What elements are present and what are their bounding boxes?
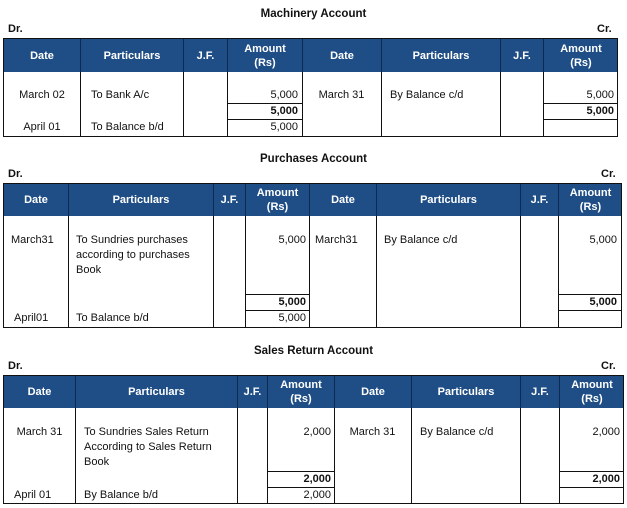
credit-label: Cr. xyxy=(601,360,616,372)
debit-particulars-line: Book xyxy=(84,456,110,468)
balance-bd-amount: 5,000 xyxy=(270,121,298,133)
balance-bd-particulars: By Balance b/d xyxy=(84,489,158,501)
header-date: Date xyxy=(303,39,382,72)
header-particulars: Particulars xyxy=(81,39,184,72)
account-title: Machinery Account xyxy=(260,8,367,20)
credit-particulars: By Balance c/d xyxy=(420,426,494,438)
debit-amount: 2,000 xyxy=(303,426,331,438)
account-title: Purchases Account xyxy=(260,153,367,165)
credit-amount: 2,000 xyxy=(592,426,620,438)
header-date: Date xyxy=(4,376,76,408)
debit-total: 5,000 xyxy=(270,105,298,117)
credit-date: March 31 xyxy=(349,426,396,438)
credit-amount: 5,000 xyxy=(586,89,614,101)
debit-total: 2,000 xyxy=(303,473,331,485)
header-jf: J.F. xyxy=(238,376,268,408)
header-amount: Amount (Rs) xyxy=(228,39,303,72)
credit-label: Cr. xyxy=(597,23,612,35)
credit-total: 5,000 xyxy=(589,296,617,308)
header-amount: Amount (Rs) xyxy=(560,42,602,69)
balance-bd-amount: 2,000 xyxy=(303,489,331,501)
credit-total: 2,000 xyxy=(592,473,620,485)
header-amount: Amount (Rs) xyxy=(246,184,310,216)
balance-bd-date: April 01 xyxy=(23,121,61,133)
credit-particulars: By Balance c/d xyxy=(384,234,458,246)
balance-bd-date: April 01 xyxy=(14,489,52,501)
balance-bd-amount: 5,000 xyxy=(278,312,306,324)
header-particulars: Particulars xyxy=(76,376,238,408)
credit-date: March31 xyxy=(315,234,358,246)
ledger-table xyxy=(3,183,622,328)
header-particulars: Particulars xyxy=(382,39,501,72)
header-particulars: Particulars xyxy=(377,184,521,216)
debit-amount: 5,000 xyxy=(270,89,298,101)
credit-total: 5,000 xyxy=(586,105,614,117)
header-jf: J.F. xyxy=(501,39,544,72)
debit-total: 5,000 xyxy=(278,296,306,308)
debit-particulars-line: To Sundries purchases xyxy=(76,234,188,246)
header-jf: J.F. xyxy=(184,39,228,72)
table-header xyxy=(4,376,623,408)
header-amount: Amount (Rs) xyxy=(571,379,613,405)
header-particulars: Particulars xyxy=(69,184,214,216)
table-header xyxy=(4,39,617,72)
debit-label: Dr. xyxy=(8,168,23,180)
debit-date: March31 xyxy=(11,234,54,246)
credit-particulars: By Balance c/d xyxy=(390,89,464,101)
debit-particulars-line: To Sundries Sales Return xyxy=(84,426,209,438)
debit-particulars: To Bank A/c xyxy=(91,89,150,101)
table-header xyxy=(4,184,621,216)
debit-date: March 02 xyxy=(19,89,65,101)
header-jf: J.F. xyxy=(521,184,559,216)
header-amount: Amount (Rs) xyxy=(268,376,335,408)
credit-date: March 31 xyxy=(318,89,365,101)
ledger-table xyxy=(3,375,624,504)
debit-label: Dr. xyxy=(8,23,23,35)
header-particulars: Particulars xyxy=(412,376,521,408)
balance-bd-particulars: To Balance b/d xyxy=(91,121,164,133)
header-date: Date xyxy=(4,39,81,72)
header-jf: J.F. xyxy=(521,376,560,408)
header-date: Date xyxy=(310,184,377,216)
header-date: Date xyxy=(335,376,412,408)
debit-particulars-line: according to purchases xyxy=(76,249,190,261)
credit-amount: 5,000 xyxy=(589,234,617,246)
credit-label: Cr. xyxy=(601,168,616,180)
debit-amount: 5,000 xyxy=(278,234,306,246)
balance-bd-date: April01 xyxy=(14,312,49,324)
debit-particulars-line: According to Sales Return xyxy=(84,441,212,453)
header-amount: Amount (Rs) xyxy=(569,187,612,213)
account-title: Sales Return Account xyxy=(253,345,374,357)
balance-bd-particulars: To Balance b/d xyxy=(76,312,149,324)
debit-date: March 31 xyxy=(16,426,63,438)
debit-particulars-line: Book xyxy=(76,264,102,276)
ledger-table xyxy=(3,38,618,137)
debit-label: Dr. xyxy=(8,360,23,372)
header-jf: J.F. xyxy=(214,184,246,216)
header-date: Date xyxy=(4,184,69,216)
